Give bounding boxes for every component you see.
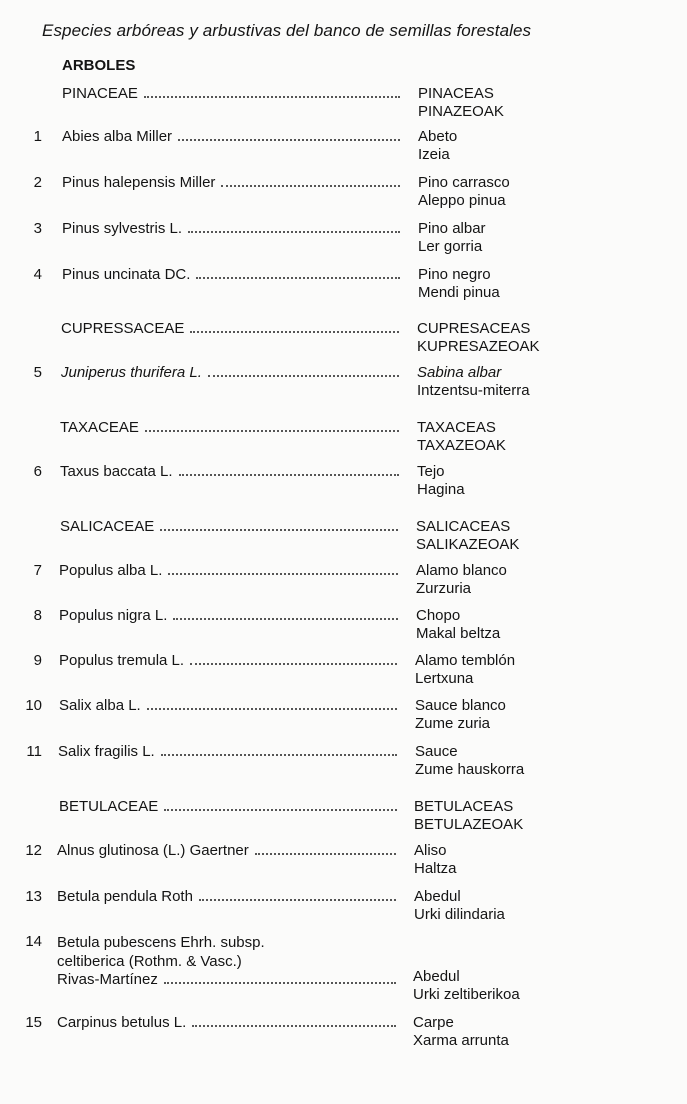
- common-name-eu: Urki zeltiberikoa: [413, 986, 520, 1003]
- section-heading: ARBOLES: [62, 57, 136, 74]
- leader-dots: [255, 852, 396, 855]
- scientific-name: Betula pendula Roth: [57, 888, 193, 905]
- common-name-es: Pino albar: [418, 220, 486, 237]
- leader-dots: [190, 662, 397, 665]
- common-name-es: Aliso: [414, 842, 447, 859]
- common-name-eu: TAXAZEOAK: [417, 437, 506, 454]
- leader-dots: [164, 981, 396, 984]
- common-name-eu: Aleppo pinua: [418, 192, 506, 209]
- species-number: 5: [33, 364, 42, 381]
- common-name-eu: Ler gorria: [418, 238, 483, 255]
- leader-dots: [160, 528, 398, 531]
- common-name-eu: Makal beltza: [416, 625, 501, 642]
- scientific-name-line: Betula pubescens Ehrh. subsp.: [57, 934, 265, 951]
- common-name-es: PINACEAS: [418, 85, 494, 102]
- leader-dots: [188, 230, 400, 233]
- common-name-eu: Mendi pinua: [418, 284, 500, 301]
- species-number: 6: [33, 463, 42, 480]
- common-name-eu: Lertxuna: [415, 670, 474, 687]
- family-name: SALICACEAE: [60, 518, 155, 535]
- leader-dots: [196, 276, 400, 279]
- leader-dots: [173, 617, 398, 620]
- species-number: 8: [33, 607, 42, 624]
- leader-dots: [192, 1024, 396, 1027]
- scientific-name-line: celtiberica (Rothm. & Vasc.): [57, 953, 242, 970]
- leader-dots: [164, 808, 397, 811]
- common-name-es: Tejo: [417, 463, 445, 480]
- common-name-eu: KUPRESAZEOAK: [417, 338, 540, 355]
- common-name-es: Pino carrasco: [418, 174, 510, 191]
- scientific-name: Populus alba L.: [59, 562, 163, 579]
- leader-dots: [168, 572, 398, 575]
- common-name-es: CUPRESACEAS: [417, 320, 531, 337]
- species-number: 10: [25, 697, 42, 714]
- family-name: BETULACEAE: [59, 798, 159, 815]
- scientific-name: Salix fragilis L.: [58, 743, 155, 760]
- common-name-es: Abedul: [414, 888, 461, 905]
- leader-dots: [161, 753, 397, 756]
- species-number: 14: [25, 933, 42, 950]
- common-name-eu: Hagina: [417, 481, 465, 498]
- common-name-es: BETULACEAS: [414, 798, 514, 815]
- common-name-eu: Urki dilindaria: [414, 906, 505, 923]
- species-number: 3: [33, 220, 42, 237]
- scientific-name: Populus nigra L.: [59, 607, 168, 624]
- common-name-es: Chopo: [416, 607, 461, 624]
- common-name-es: Alamo blanco: [416, 562, 507, 579]
- scientific-name: Alnus glutinosa (L.) Gaertner: [57, 842, 249, 859]
- common-name-es: Sauce blanco: [415, 697, 506, 714]
- common-name-eu: Xarma arrunta: [413, 1032, 509, 1049]
- scientific-name: Pinus sylvestris L.: [62, 220, 183, 237]
- common-name-eu: BETULAZEOAK: [414, 816, 524, 833]
- leader-dots: [144, 95, 400, 98]
- scientific-name-last-row: [57, 971, 400, 988]
- common-name-es: TAXACEAS: [417, 419, 496, 436]
- leader-dots: [190, 330, 399, 333]
- page-title: Especies arbóreas y arbustivas del banco de semillas forestales: [42, 21, 532, 40]
- species-number: 4: [33, 266, 42, 283]
- common-name-eu: Izeia: [418, 146, 450, 163]
- leader-dots: [199, 898, 396, 901]
- common-name-eu: Zume hauskorra: [415, 761, 525, 778]
- species-number: 13: [25, 888, 42, 905]
- leader-dots: [208, 374, 399, 377]
- scientific-name: Abies alba Miller: [62, 128, 173, 145]
- family-name: TAXACEAE: [60, 419, 139, 436]
- common-name-eu: PINAZEOAK: [418, 103, 504, 120]
- scientific-name: Populus tremula L.: [59, 652, 185, 669]
- family-name: PINACEAE: [62, 85, 138, 102]
- leader-dots: [147, 707, 397, 710]
- common-name-eu: Intzentsu-miterra: [417, 382, 530, 399]
- species-number: 15: [25, 1014, 42, 1031]
- common-name-es: Sabina albar: [417, 364, 502, 381]
- leader-dots: [145, 429, 399, 432]
- species-number: 11: [26, 743, 42, 760]
- leader-dots: [221, 184, 400, 187]
- common-name-es: SALICACEAS: [416, 518, 511, 535]
- scientific-name: Carpinus betulus L.: [57, 1014, 187, 1031]
- species-number: 12: [25, 842, 42, 859]
- common-name-es: Abeto: [418, 128, 458, 145]
- common-name-eu: Zurzuria: [416, 580, 472, 597]
- scientific-name-line: Rivas-Martínez: [57, 971, 158, 988]
- common-name-eu: Zume zuria: [415, 715, 491, 732]
- common-name-eu: Haltza: [414, 860, 457, 877]
- leader-dots: [178, 138, 400, 141]
- common-name-es: Alamo temblón: [415, 652, 516, 669]
- scientific-name: Pinus halepensis Miller: [62, 174, 216, 191]
- common-name-eu: SALIKAZEOAK: [416, 536, 520, 553]
- common-name-es: Pino negro: [418, 266, 491, 283]
- scientific-name: Taxus baccata L.: [60, 463, 173, 480]
- scientific-name: Pinus uncinata DC.: [62, 266, 191, 283]
- family-name: CUPRESSACEAE: [61, 320, 185, 337]
- species-number: 2: [33, 174, 42, 191]
- leader-dots: [179, 473, 399, 476]
- common-name-es: Carpe: [413, 1014, 454, 1031]
- species-number: 9: [33, 652, 42, 669]
- species-number: 1: [33, 128, 42, 145]
- common-name-es: Abedul: [413, 968, 460, 985]
- scientific-name: Juniperus thurifera L.: [61, 364, 202, 381]
- species-number: 7: [33, 562, 42, 579]
- common-name-es: Sauce: [415, 743, 458, 760]
- scientific-name: Salix alba L.: [59, 697, 141, 714]
